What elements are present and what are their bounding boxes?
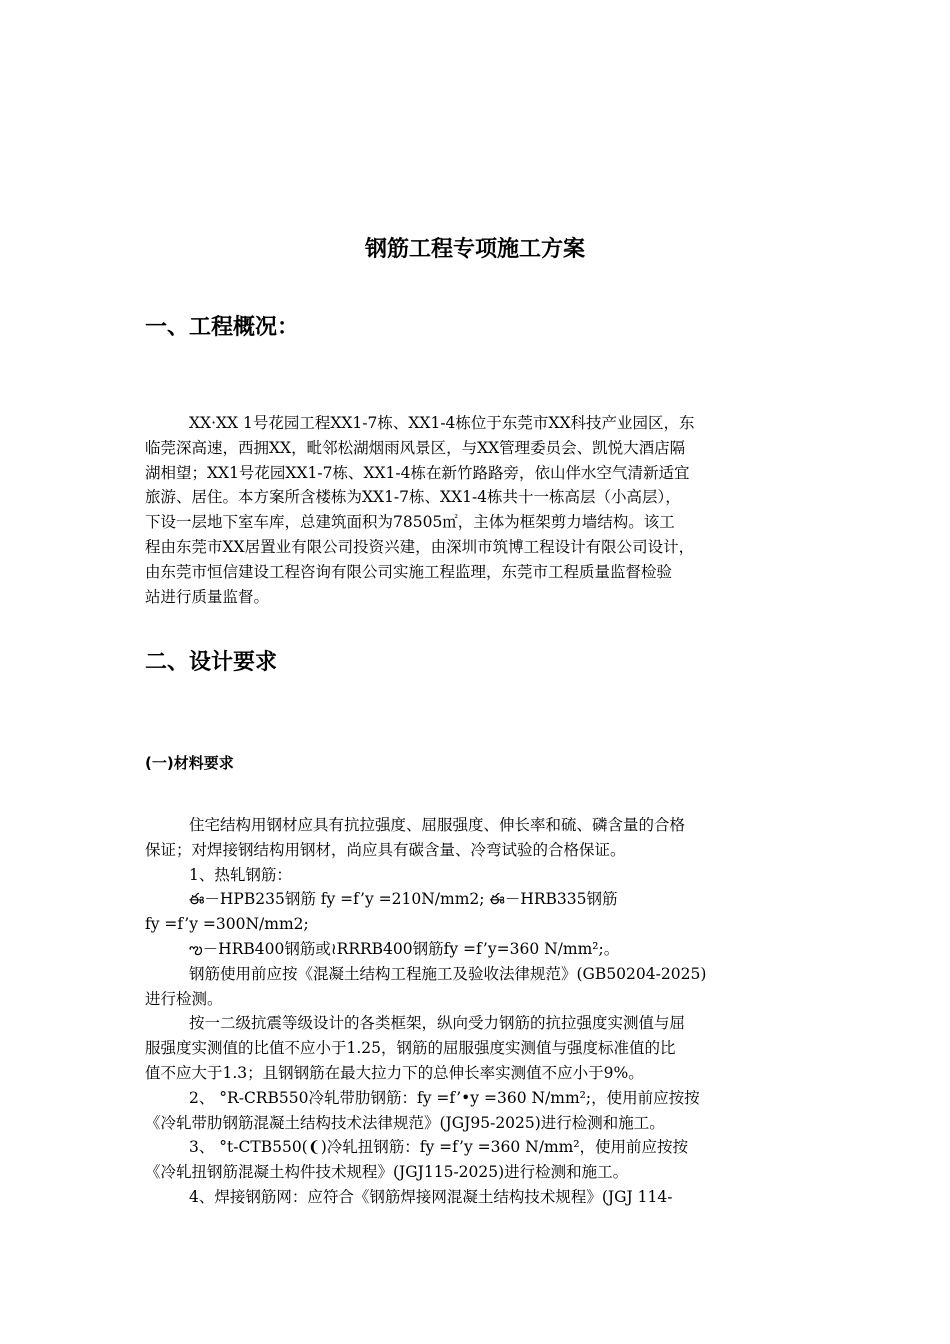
paragraph-line: XX·XX 1号花园工程XX1-7栋、XX1-4栋位于东莞市XX科技产业园区，东 [189,414,695,432]
paragraph-line: 3、 °t-CTB550(❨)冷轧扭钢筋：fy =f’y =360 N/mm²，使用前应按按 [189,1138,689,1157]
paragraph-line: 2、 °R-CRB550冷轧带肋钢筋：fy =f’•y =360 N/mm²;，使用前应按按 [189,1088,700,1107]
paragraph-line: 钢筋使用前应按《混凝土结构工程施工及验收法律规范》(GB50204-2025) [189,964,707,983]
overview-paragraph [145,411,815,609]
paragraph-line: 站进行质量监督。 [145,587,270,606]
paragraph-line: 保证；对焊接钢结构用钢材，尚应具有碳含量、冷弯试验的合格保证。 [145,840,626,859]
paragraph-line: 临莞深高速，西拥XX，毗邻松湖烟雨风景区，与XX管理委员会、凯悦大酒店隔 [145,438,686,457]
document-title: 钢筋工程专项施工方案 [364,237,585,262]
section-heading-overview: 一、工程概况： [145,315,300,340]
paragraph-line: 4、焊接钢筋网：应符合《钢筋焊接网混凝土结构技术规程》(JGJ 114- [189,1187,673,1206]
paragraph-line: 由东莞市恒信建设工程咨询有限公司实施工程监理，东莞市工程质量监督检验 [145,562,673,581]
paragraph-line: 《冷轧带肋钢筋混凝土结构技术法律规范》(JGJ95-2025)进行检测和施工。 [145,1113,665,1132]
paragraph-line: 旅游、居住。本方案所含楼栋为XX1-7栋、XX1-4栋共十一栋高层（小高层）， [145,488,681,507]
paragraph-line: 《冷轧扭钢筋混凝土构件技术规程》(JGJ115-2025)进行检测和施工。 [145,1163,629,1182]
subsection-heading-materials: (一)材料要求 [145,754,234,772]
paragraph-line: 按一二级抗震等级设计的各类框架，纵向受力钢筋的抗拉强度实测值与屈 [189,1014,686,1033]
paragraph-line: 下设一层地下室车库，总建筑面积为78505㎡，主体为框架剪力墙结构。该工 [145,513,675,532]
paragraph-line: 程由东莞市XX居置业有限公司投资兴建，由深圳市筑博工程设计有限公司设计， [145,537,695,556]
paragraph-line: ఈ－HPB235钢筋 fy =f’y =210N/mm2; ఈ－HRB335钢筋 [189,890,618,909]
paragraph-line: 值不应大于1.3；且钢钢筋在最大拉力下的总伸长率实测值不应小于9%。 [145,1063,644,1082]
paragraph-line: fy =f’y =300N/mm2; [145,915,309,934]
paragraph-line: 1、热轧钢筋： [189,865,292,884]
materials-paragraph [145,813,815,1210]
paragraph-line: 住宅结构用钢材应具有抗拉强度、屈服强度、伸长率和硫、磷含量的合格 [189,816,686,834]
paragraph-line: 服强度实测值的比值不应小于1.25，钢筋的屈服强度实测值与强度标准值的比 [145,1039,676,1058]
section-heading-design: 二、设计要求 [145,650,278,675]
paragraph-line: 湖相望；XX1号花园XX1-7栋、XX1-4栋在新竹路路旁，依山伴水空气清新适宜 [145,463,690,482]
paragraph-line: 进行检测。 [145,989,223,1008]
paragraph-line: ఌ－HRB400钢筋或≀RRRB400钢筋fy =f’y=360 N/mm²;。 [189,939,620,958]
